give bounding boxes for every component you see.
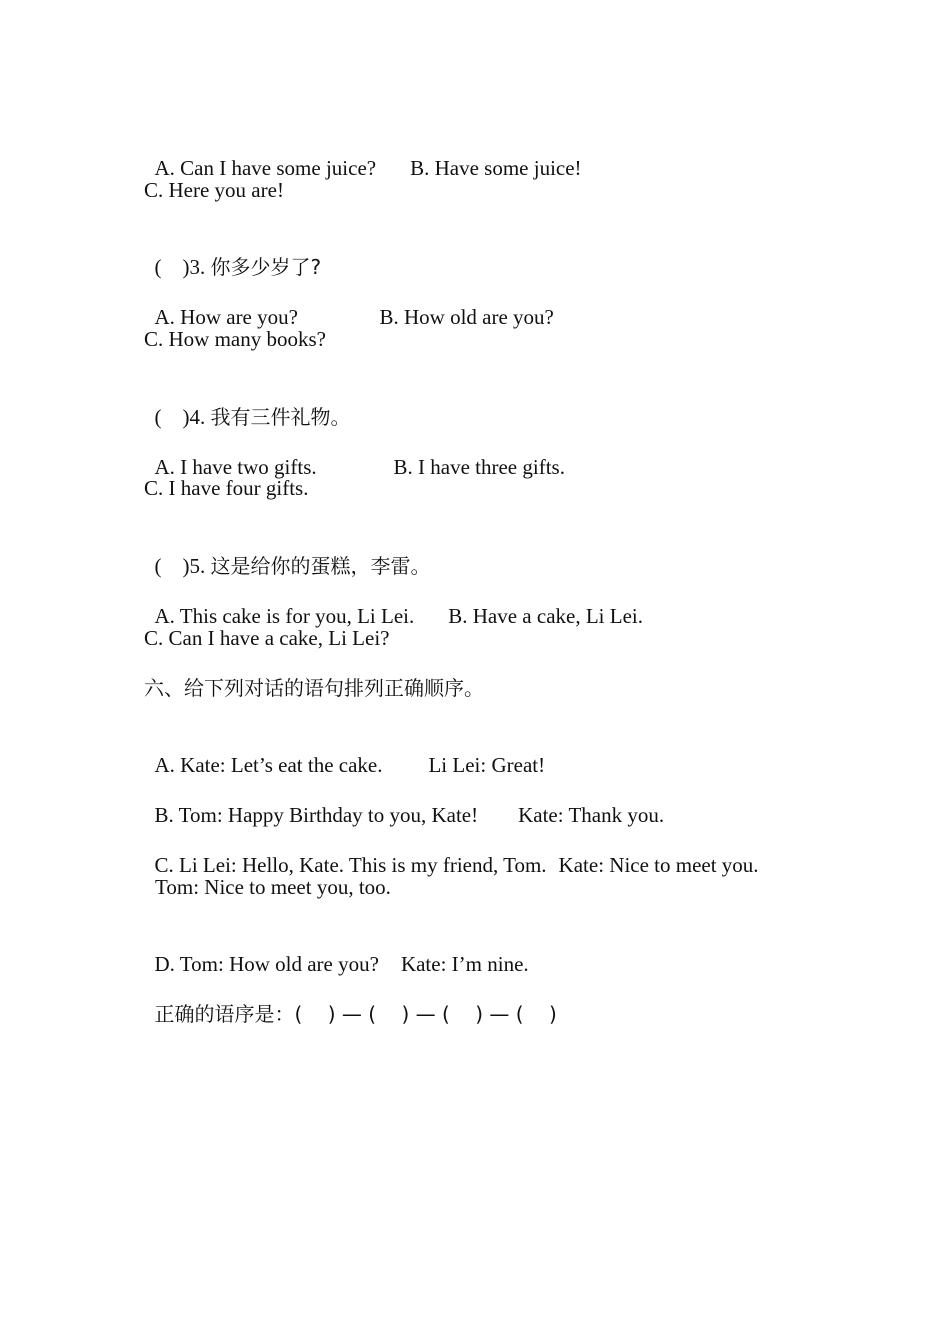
answer-order-label: 正确的语序是： — [154, 1002, 295, 1026]
q2-option-c: C. Here you are! — [144, 178, 284, 202]
q4-prompt-line — [144, 375, 351, 431]
section6-heading: 六、给下列对话的语句排列正确顺序。 — [144, 676, 484, 700]
q5-option-b: B. Have a cake, Li Lei. — [448, 604, 643, 628]
dialogue-b-line-2: Kate: Thank you. — [518, 803, 665, 827]
q5-number: 5. — [189, 554, 211, 578]
q3-options-ab — [144, 275, 554, 331]
dialogue-a-line-2: Li Lei: Great! — [428, 753, 546, 777]
q5-prompt: 这是给你的蛋糕，李雷。 — [210, 554, 431, 578]
q3-prompt: 你多少岁了? — [210, 255, 322, 279]
q3-option-c: C. How many books? — [144, 327, 326, 351]
dialogue-d-line-2: Kate: I’m nine. — [400, 952, 529, 976]
dialogue-d — [144, 922, 529, 978]
q4-answer-blank: ( ) — [154, 405, 190, 429]
q4-prompt: 我有三件礼物。 — [210, 405, 351, 429]
q3-prompt-line — [144, 225, 321, 281]
dialogue-c-line-3: Tom: Nice to meet you, too. — [155, 875, 391, 899]
q2-options-ab — [144, 126, 582, 182]
q4-options-ab — [144, 425, 565, 481]
q5-option-a: A. This cake is for you, Li Lei. — [154, 604, 415, 628]
answer-order-blanks: ( ) — ( ) — ( ) — ( ) — [294, 1002, 557, 1026]
q5-option-c: C. Can I have a cake, Li Lei? — [144, 626, 390, 650]
q5-prompt-line — [144, 524, 431, 580]
dialogue-b — [144, 773, 664, 829]
dialogue-b-line-1: B. Tom: Happy Birthday to you, Kate! — [154, 803, 479, 827]
dialogue-c — [144, 823, 759, 879]
dialogue-c-line-1: C. Li Lei: Hello, Kate. This is my friend, Tom. — [154, 853, 547, 877]
q3-option-b: B. How old are you? — [379, 305, 554, 329]
q5-options-ab — [144, 574, 643, 630]
q3-number: 3. — [189, 255, 211, 279]
q4-option-b: B. I have three gifts. — [393, 455, 565, 479]
q2-option-a: A. Can I have some juice? — [154, 156, 377, 180]
q4-option-a: A. I have two gifts. — [154, 455, 317, 479]
q3-answer-blank: ( ) — [154, 255, 190, 279]
dialogue-a-line-1: A. Kate: Let’s eat the cake. — [154, 753, 383, 777]
q5-answer-blank: ( ) — [154, 554, 190, 578]
q4-number: 4. — [189, 405, 211, 429]
dialogue-a — [144, 723, 545, 779]
dialogue-d-line-1: D. Tom: How old are you? — [154, 952, 379, 976]
dialogue-c-line-2: Kate: Nice to meet you. — [558, 853, 759, 877]
q2-option-b: B. Have some juice! — [410, 156, 582, 180]
q4-option-c: C. I have four gifts. — [144, 476, 309, 500]
q3-option-a: A. How are you? — [154, 305, 298, 329]
answer-order-line — [144, 972, 557, 1028]
